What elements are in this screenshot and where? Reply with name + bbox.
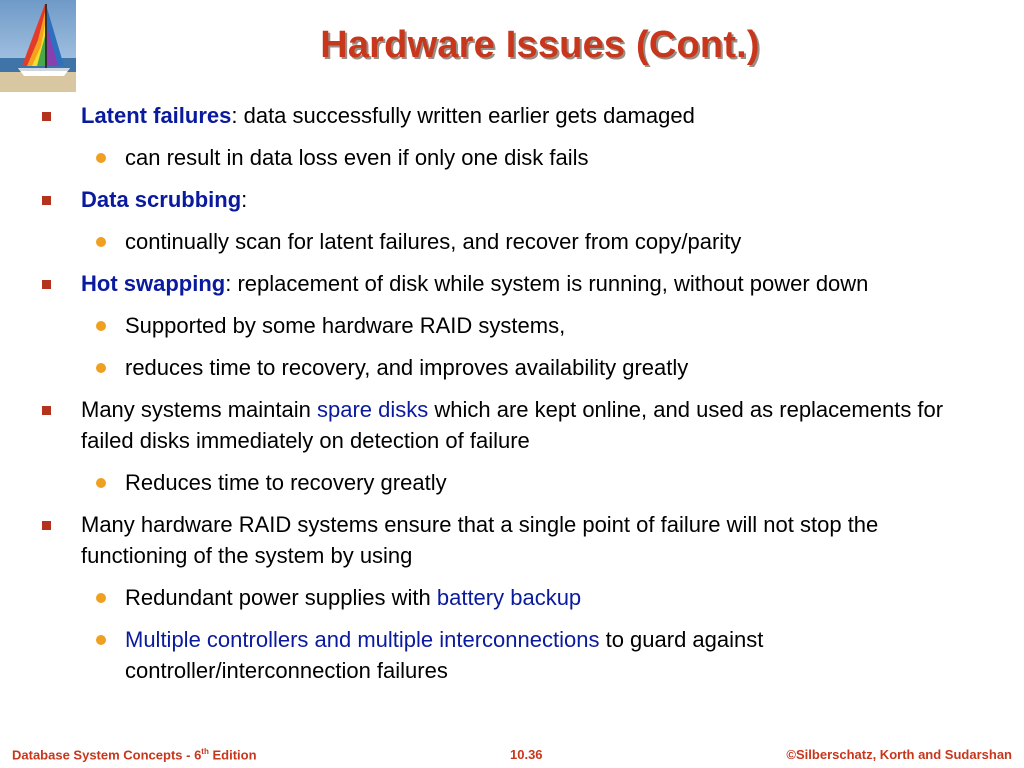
item-text: which are kept online, and used as replacements for failed disks immediately on detection of failure	[81, 397, 944, 453]
round-bullet-icon	[96, 363, 106, 373]
slide-footer	[0, 744, 1024, 768]
bullet-data-scrubbing	[0, 184, 1024, 215]
square-bullet-icon	[42, 112, 51, 121]
item-text: Redundant power supplies with	[125, 585, 437, 610]
sub-bullet-continually-scan	[0, 226, 1024, 257]
item-text: : data successfully written earlier gets damaged	[231, 103, 695, 128]
sub-bullet-multiple-controllers	[0, 624, 1024, 686]
bullet-spare-disks	[0, 394, 1024, 456]
footer-book-title	[12, 747, 257, 762]
item-text: Many systems maintain	[81, 397, 317, 422]
round-bullet-icon	[96, 635, 106, 645]
square-bullet-icon	[42, 196, 51, 205]
square-bullet-icon	[42, 406, 51, 415]
footer-copyright: ©Silberschatz, Korth and Sudarshan	[786, 747, 1012, 762]
sub-bullet-redundant-power	[0, 582, 1024, 613]
item-text: to guard against controller/interconnection failures	[125, 627, 764, 683]
item-text: reduces time to recovery, and improves availability greatly	[125, 355, 689, 380]
item-text: Many hardware RAID systems ensure that a single point of failure will not stop the functioning of the system by using	[81, 512, 879, 568]
highlight-text: spare disks	[316, 397, 429, 422]
highlight-text: Multiple controllers and multiple interconnections	[125, 627, 600, 652]
round-bullet-icon	[96, 321, 106, 331]
sub-bullet-reduces-recovery	[0, 467, 1024, 498]
square-bullet-icon	[42, 280, 51, 289]
term: Data scrubbing	[81, 187, 242, 212]
footer-book-title-text: Database System Concepts - 6	[12, 747, 202, 763]
round-bullet-icon	[96, 593, 106, 603]
item-text: continually scan for latent failures, and recover from copy/parity	[125, 229, 742, 254]
bullet-hardware-raid	[0, 509, 1024, 571]
round-bullet-icon	[96, 153, 106, 163]
sub-bullet-data-loss	[0, 142, 1024, 173]
footer-edition-text: Edition	[208, 747, 257, 763]
term: Latent failures	[81, 103, 232, 128]
term: Hot swapping	[81, 271, 226, 296]
bullet-latent-failures	[0, 100, 1024, 131]
item-text: can result in data loss even if only one disk fails	[125, 145, 589, 170]
item-text: :	[241, 187, 248, 212]
slide-title: Hardware Issues (Cont.)	[320, 24, 760, 66]
sub-bullet-supported-raid	[0, 310, 1024, 341]
item-text: : replacement of disk while system is running, without power down	[225, 271, 869, 296]
sub-bullet-reduces-time	[0, 352, 1024, 383]
item-text: Supported by some hardware RAID systems,	[125, 313, 566, 338]
slide-body	[0, 100, 1024, 697]
item-text: Reduces time to recovery greatly	[125, 470, 447, 495]
highlight-text: battery backup	[436, 585, 582, 610]
bullet-hot-swapping	[0, 268, 1024, 299]
footer-edition-sup: th	[201, 747, 209, 756]
round-bullet-icon	[96, 237, 106, 247]
page-number: 10.36	[510, 747, 543, 762]
square-bullet-icon	[42, 521, 51, 530]
round-bullet-icon	[96, 478, 106, 488]
